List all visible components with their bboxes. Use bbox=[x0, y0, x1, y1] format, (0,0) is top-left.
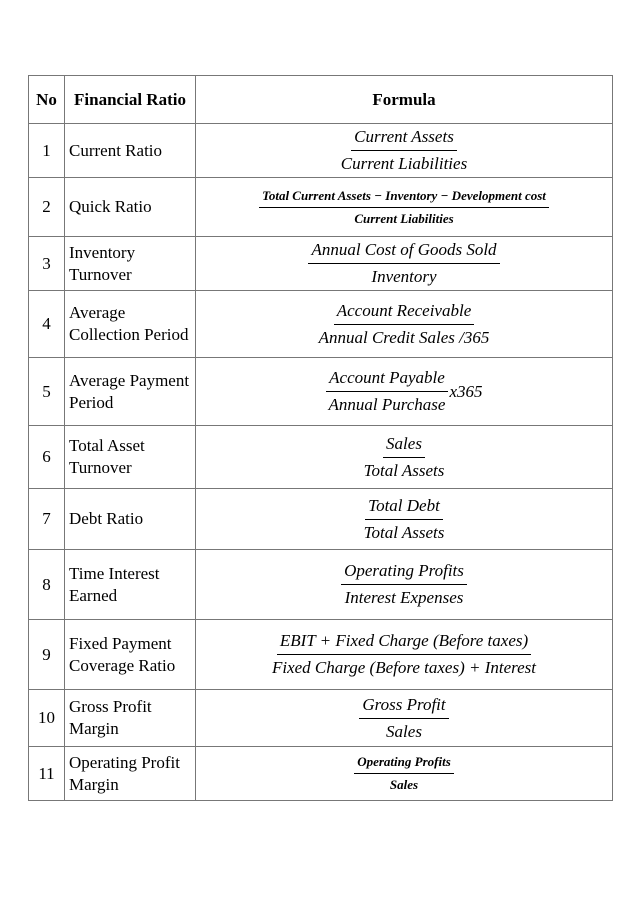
header-row bbox=[29, 76, 613, 124]
table-row bbox=[29, 291, 613, 358]
row-number: 1 bbox=[29, 124, 65, 178]
row-number: 6 bbox=[29, 426, 65, 489]
ratio-name: Inventory Turnover bbox=[65, 237, 196, 291]
formula-denominator: Interest Expenses bbox=[344, 588, 464, 607]
table-row bbox=[29, 747, 613, 801]
header-no: No bbox=[29, 76, 65, 124]
formula-denominator: Total Assets bbox=[363, 460, 445, 480]
formula-numerator: Total Current Assets − Inventory − Development cost bbox=[259, 188, 549, 208]
formula-numerator: Account Receivable bbox=[334, 301, 475, 325]
formula-denominator: Current Liabilities bbox=[340, 154, 468, 173]
ratio-name: Quick Ratio bbox=[65, 178, 196, 237]
formula-denominator: Sales bbox=[386, 721, 422, 741]
formula-cell bbox=[196, 489, 613, 550]
formula-denominator: Current Liabilities bbox=[354, 210, 454, 226]
formula-fraction bbox=[361, 496, 448, 543]
formula-cell bbox=[196, 747, 613, 801]
ratio-name: Average Payment Period bbox=[65, 358, 196, 426]
financial-ratio-table bbox=[28, 75, 613, 801]
formula-numerator: Annual Cost of Goods Sold bbox=[308, 240, 499, 264]
row-number: 5 bbox=[29, 358, 65, 426]
table-row bbox=[29, 690, 613, 747]
formula-numerator: Sales bbox=[383, 434, 425, 458]
ratio-name: Gross Profit Margin bbox=[65, 690, 196, 747]
formula-numerator: Gross Profit bbox=[359, 695, 448, 719]
formula-denominator: Inventory bbox=[371, 267, 437, 286]
ratio-name: Time Interest Earned bbox=[65, 550, 196, 620]
formula-fraction bbox=[338, 127, 470, 174]
header-financial-ratio: Financial Ratio bbox=[65, 76, 196, 124]
formula-denominator: Fixed Charge (Before taxes) + Interest bbox=[271, 658, 537, 677]
formula-fraction bbox=[269, 631, 539, 678]
table-row bbox=[29, 550, 613, 620]
formula-denominator: Sales bbox=[389, 777, 419, 792]
formula-numerator: Total Debt bbox=[365, 496, 443, 520]
table-row bbox=[29, 124, 613, 178]
formula-numerator: Operating Profits bbox=[341, 561, 467, 585]
row-number: 3 bbox=[29, 237, 65, 291]
formula-multiplier: x365 bbox=[449, 381, 483, 401]
table-row bbox=[29, 489, 613, 550]
row-number: 4 bbox=[29, 291, 65, 358]
row-number: 9 bbox=[29, 620, 65, 690]
row-number: 11 bbox=[29, 747, 65, 801]
formula-numerator: EBIT + Fixed Charge (Before taxes) bbox=[277, 631, 531, 655]
ratio-name: Total Asset Turnover bbox=[65, 426, 196, 489]
header-formula: Formula bbox=[196, 76, 613, 124]
row-number: 10 bbox=[29, 690, 65, 747]
formula-denominator: Annual Purchase bbox=[328, 395, 446, 414]
formula-fraction bbox=[316, 301, 493, 348]
table-row bbox=[29, 620, 613, 690]
table-row bbox=[29, 237, 613, 291]
formula-cell bbox=[196, 690, 613, 747]
formula-cell bbox=[196, 124, 613, 178]
formula-denominator: Annual Credit Sales /365 bbox=[318, 327, 490, 347]
formula-cell bbox=[196, 237, 613, 291]
ratio-name: Operating Profit Margin bbox=[65, 747, 196, 801]
ratio-name: Fixed Payment Coverage Ratio bbox=[65, 620, 196, 690]
formula-numerator: Operating Profits bbox=[354, 754, 454, 774]
formula-cell bbox=[196, 620, 613, 690]
formula-fraction bbox=[341, 561, 467, 608]
formula-cell bbox=[196, 426, 613, 489]
formula-cell bbox=[196, 358, 613, 426]
formula-numerator: Current Assets bbox=[351, 127, 457, 151]
ratio-name: Average Collection Period bbox=[65, 291, 196, 358]
ratio-name: Debt Ratio bbox=[65, 489, 196, 550]
row-number: 7 bbox=[29, 489, 65, 550]
formula-numerator: Account Payable bbox=[326, 368, 448, 392]
row-number: 2 bbox=[29, 178, 65, 237]
formula-fraction bbox=[259, 188, 549, 227]
formula-cell bbox=[196, 550, 613, 620]
formula-fraction bbox=[326, 368, 449, 415]
row-number: 8 bbox=[29, 550, 65, 620]
table-row bbox=[29, 178, 613, 237]
ratio-name: Current Ratio bbox=[65, 124, 196, 178]
table-row bbox=[29, 426, 613, 489]
formula-fraction bbox=[359, 695, 448, 742]
table-row bbox=[29, 358, 613, 426]
formula-cell bbox=[196, 178, 613, 237]
formula-fraction bbox=[308, 240, 499, 287]
formula-fraction bbox=[361, 434, 448, 481]
formula-fraction bbox=[354, 754, 454, 793]
formula-denominator: Total Assets bbox=[363, 522, 445, 542]
formula-cell bbox=[196, 291, 613, 358]
